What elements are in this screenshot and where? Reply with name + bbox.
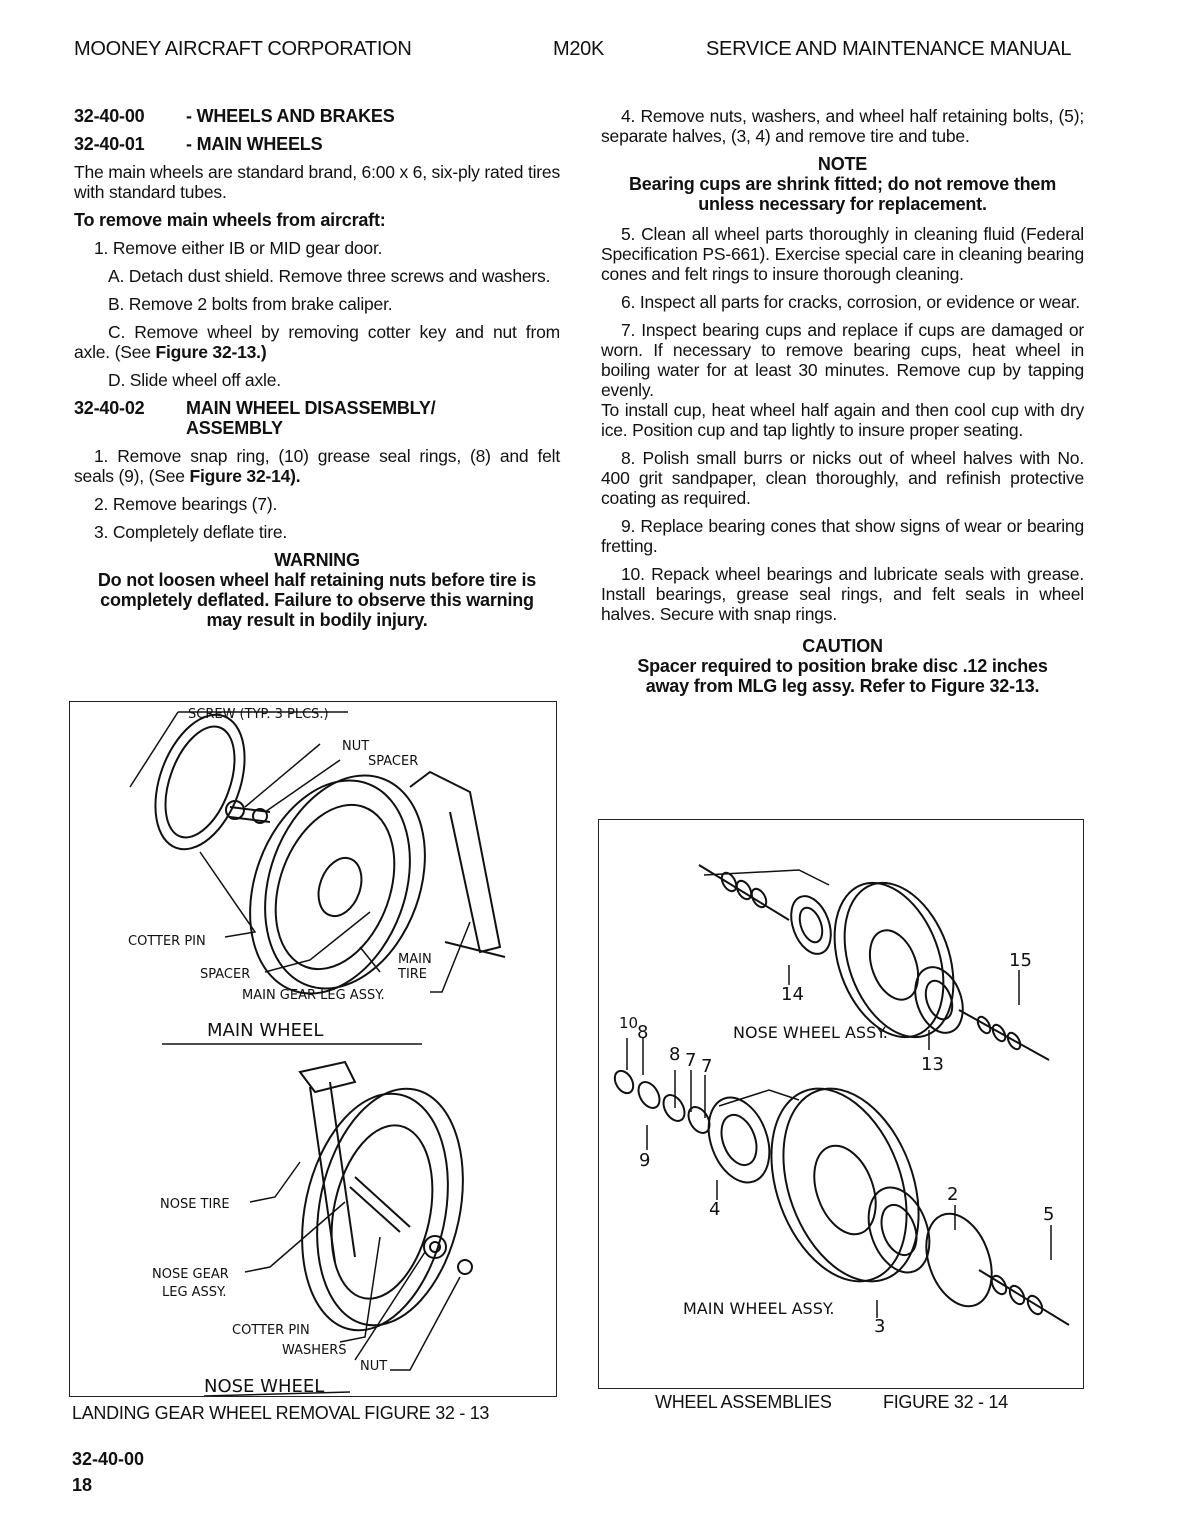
step-c: [74, 322, 560, 362]
note-text: Bearing cups are shrink fitted; do not remove them unless necessary for replacement.: [628, 174, 1057, 214]
callout-7: 7: [685, 1050, 697, 1071]
label-spacer: SPACER: [200, 967, 251, 982]
note-block: [601, 154, 1084, 214]
section-title: MAIN WHEEL DISASSEMBLY/ ASSEMBLY: [186, 398, 436, 438]
wheel-half-4: [698, 1089, 781, 1191]
main-wheel-title: MAIN WHEEL: [207, 1020, 324, 1041]
label-washers: WASHERS: [282, 1343, 347, 1358]
callout-15: 15: [1009, 950, 1032, 971]
step-b: B. Remove 2 bolts from brake caliper.: [108, 294, 393, 314]
step-9: 9. Replace bearing cones that show signs of wear or bearing fretting.: [601, 516, 1084, 556]
section-heading: [74, 398, 560, 438]
step-d: D. Slide wheel off axle.: [108, 370, 281, 390]
wheel-assemblies-drawing: [599, 820, 1083, 1388]
label-screw: SCREW (TYP. 3 PLCS.): [188, 707, 329, 722]
section-title: - MAIN WHEELS: [186, 134, 323, 154]
callout-7b: 7: [701, 1056, 713, 1077]
step-5: 5. Clean all wheel parts thoroughly in cleaning fluid (Federal Specification PS-661). Exercise special care in cleaning bearing cones and felt rings to insure thorough cleaning.: [601, 224, 1084, 284]
label-main-gear-leg: MAIN GEAR LEG ASSY.: [242, 988, 385, 1003]
warning-block: [74, 550, 560, 630]
right-column: [601, 106, 1084, 696]
step-6: 6. Inspect all parts for cracks, corrosion, or evidence or wear.: [621, 292, 1080, 312]
figure-32-13-caption: LANDING GEAR WHEEL REMOVAL FIGURE 32 - 13: [72, 1403, 490, 1423]
step-7-continued: To install cup, heat wheel half again and then cool cup with dry ice. Position cup and tap lightly to insure proper seating.: [601, 400, 1084, 440]
callout-3: 3: [874, 1316, 886, 1337]
section-heading: [74, 106, 560, 126]
step-c-text: C. Remove wheel by removing cotter key and nut from axle. (See: [74, 322, 560, 362]
label-tire: TIRE: [398, 967, 428, 982]
callout-13: 13: [921, 1054, 944, 1075]
section-number: 32-40-01: [74, 134, 145, 154]
note-title: NOTE: [817, 154, 868, 174]
nose-tire: [282, 1080, 469, 1344]
nose-wheel-assy-label: NOSE WHEEL ASSY.: [733, 1023, 888, 1042]
header-company: MOONEY AIRCRAFT CORPORATION: [74, 38, 412, 60]
warning-title: WARNING: [274, 550, 360, 570]
section-number: 32-40-00: [74, 106, 145, 126]
callout-9: 9: [639, 1150, 651, 1171]
figure-32-13: [69, 701, 557, 1397]
nose-gear-fork: [300, 1062, 355, 1092]
label-cotter-pin: COTTER PIN: [128, 934, 206, 949]
header-manual-title: SERVICE AND MAINTENANCE MANUAL: [706, 38, 1072, 60]
callout-8: 8: [637, 1022, 649, 1043]
nose-wheel-title: NOSE WHEEL: [204, 1376, 325, 1396]
caution-text: Spacer required to position brake disc .12 inches away from MLG leg assy. Refer to Figure 32-13.: [637, 656, 1048, 696]
header-model: M20K: [553, 38, 605, 60]
label-nut: NUT: [342, 739, 370, 754]
label-main: MAIN: [398, 952, 432, 967]
footer-page-number: 18: [72, 1475, 93, 1495]
section-title: - WHEELS AND BRAKES: [186, 106, 395, 126]
callout-10: 10: [619, 1014, 639, 1032]
left-column: [74, 106, 560, 630]
label-spacer-top: SPACER: [368, 754, 419, 769]
nose-axle: [350, 1177, 410, 1232]
step-1: 1. Remove either IB or MID gear door.: [94, 238, 383, 258]
label-nose-tire: NOSE TIRE: [160, 1197, 230, 1212]
section-number: 32-40-02: [74, 398, 145, 418]
step-a: A. Detach dust shield. Remove three screws and washers.: [108, 266, 551, 286]
wheel-removal-drawing: [70, 702, 556, 1396]
callout-8b: 8: [669, 1044, 681, 1065]
figure-32-14-caption-right: FIGURE 32 - 14: [883, 1392, 1008, 1412]
step-4: 4. Remove nuts, washers, and wheel half retaining bolts, (5); separate halves, (3, 4) and remove tire and tube.: [601, 106, 1084, 146]
label-nose-gear: NOSE GEAR: [152, 1267, 229, 1282]
nose-wheel-half: [784, 891, 838, 960]
caution-block: [601, 636, 1084, 696]
brake-disc: [914, 1205, 1003, 1316]
section-heading: [74, 134, 560, 154]
step-text: 1. Remove snap ring, (10) grease seal rings, (8) and felt seals (9), (See: [74, 446, 560, 486]
main-gear-leg: [410, 772, 500, 952]
step-8: 8. Polish small burrs or nicks out of wheel halves with No. 400 grit sandpaper, clean thoroughly, and refinish protective coating as required.: [601, 448, 1084, 508]
callout-5: 5: [1043, 1204, 1055, 1225]
figure-reference: Figure 32-14).: [189, 466, 301, 486]
figure-reference: Figure 32-13.): [155, 342, 267, 362]
disassembly-step-2: 2. Remove bearings (7).: [94, 494, 278, 514]
figure-32-14-caption-left: WHEEL ASSEMBLIES: [655, 1392, 832, 1412]
footer-section-number: 32-40-00: [72, 1449, 145, 1469]
label-nut-nose: NUT: [360, 1359, 388, 1374]
callout-4: 4: [709, 1199, 721, 1220]
removal-heading: To remove main wheels from aircraft:: [74, 210, 386, 230]
step-10: 10. Repack wheel bearings and lubricate seals with grease. Install bearings, grease seal rings, and felt seals in wheel halves. Secure with snap rings.: [601, 564, 1084, 624]
intro-paragraph: The main wheels are standard brand, 6:00 x 6, six-ply rated tires with standard tubes.: [74, 162, 560, 202]
caution-title: CAUTION: [802, 636, 883, 656]
label-leg-assy: LEG ASSY.: [162, 1285, 227, 1300]
dust-shield: [138, 703, 261, 862]
warning-text: Do not loosen wheel half retaining nuts before tire is completely deflated. Failure to observe this warning may result in bodily injury.: [97, 570, 537, 630]
callout-2: 2: [947, 1184, 959, 1205]
figure-32-14: [598, 819, 1084, 1389]
disassembly-step-1: [74, 446, 560, 486]
disassembly-step-3: 3. Completely deflate tire.: [94, 522, 288, 542]
main-wheel-assy-label: MAIN WHEEL ASSY.: [683, 1299, 835, 1318]
callout-14: 14: [781, 984, 804, 1005]
step-7: 7. Inspect bearing cups and replace if cups are damaged or worn. If necessary to remove bearing cups, heat wheel in boiling water for at least 30 minutes. Remove cup by tapping evenly.: [601, 320, 1084, 400]
label-cotter-pin-nose: COTTER PIN: [232, 1323, 310, 1338]
